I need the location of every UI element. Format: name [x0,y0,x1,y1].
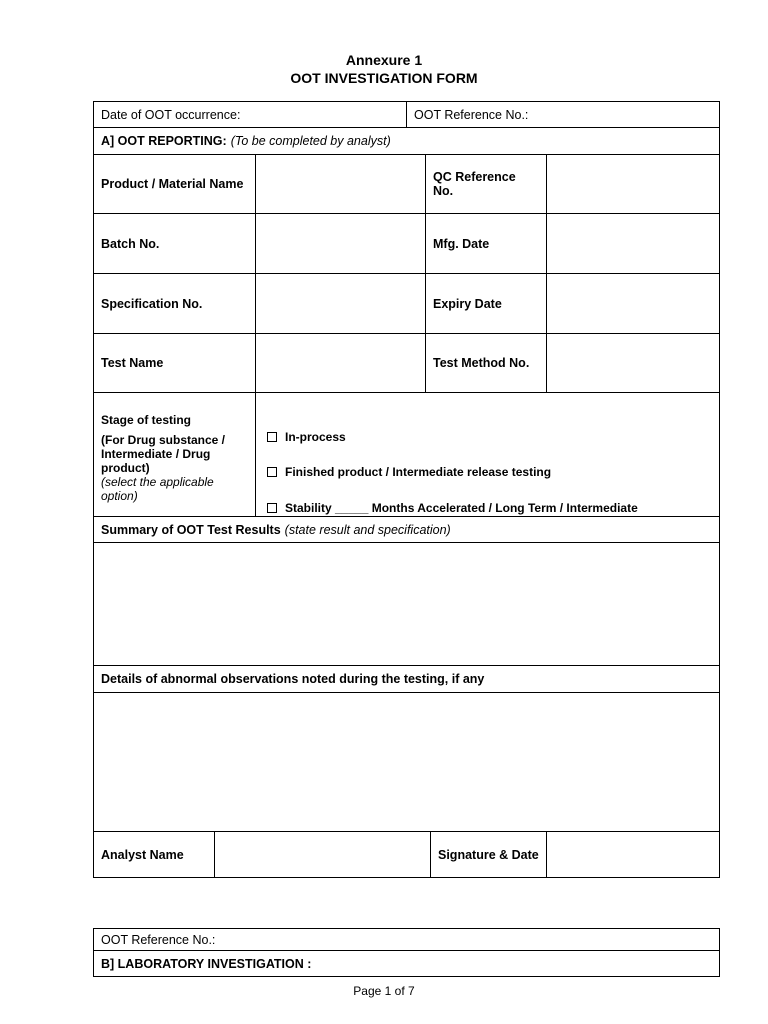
summary-note: (state result and specification) [284,522,451,537]
product-name-value[interactable] [255,154,426,214]
oot-reference-label: OOT Reference No.: [414,107,529,122]
option-stability[interactable]: Stability _____ Months Accelerated / Long Term / Intermediate [267,501,638,515]
date-of-occurrence-cell [93,101,407,128]
signature-date-label: Signature & Date [430,831,547,878]
checkbox-icon[interactable] [267,432,277,442]
batch-no-label: Batch No. [93,213,256,274]
stage-of-testing-label: Stage of testing [101,413,192,427]
analyst-name-label: Analyst Name [93,831,215,878]
qc-reference-value[interactable] [546,154,720,214]
section-a-note: (To be completed by analyst) [230,134,391,148]
qc-reference-label: QC Reference No. [425,154,547,214]
summary-header [93,516,720,543]
test-method-value[interactable] [546,333,720,393]
annexure-heading: Annexure 1 [345,52,423,68]
signature-date-value[interactable] [546,831,720,878]
specification-no-label: Specification No. [93,273,256,334]
section-b-title: B] LABORATORY INVESTIGATION : [101,956,312,971]
stage-of-testing-cell [93,392,256,517]
batch-no-value[interactable] [255,213,426,274]
section-a-title: A] OOT REPORTING: [101,134,227,148]
stage-options-cell [255,392,720,517]
product-name-label: Product / Material Name [93,154,256,214]
test-name-label: Test Name [93,333,256,393]
analyst-name-value[interactable] [214,831,431,878]
stage-of-testing-note: (select the applicable option) [101,475,214,503]
section-a-header [93,127,720,155]
details-header [93,665,720,693]
summary-body[interactable] [93,542,720,666]
expiry-date-label: Expiry Date [425,273,547,334]
details-title: Details of abnormal observations noted during the testing, if any [101,672,485,686]
test-method-label: Test Method No. [425,333,547,393]
page-number: Page 1 of 7 [353,984,415,998]
mfg-date-value[interactable] [546,213,720,274]
oot-reference-cell [406,101,720,128]
date-of-occurrence-label: Date of OOT occurrence: [101,107,241,122]
details-body[interactable] [93,692,720,832]
second-reference-label: OOT Reference No.: [101,932,216,947]
second-reference-cell [93,928,720,951]
option-finished-product[interactable]: Finished product / Intermediate release testing [267,465,551,479]
section-b-header [93,950,720,977]
form-title: OOT INVESTIGATION FORM [290,70,478,86]
test-name-value[interactable] [255,333,426,393]
expiry-date-value[interactable] [546,273,720,334]
mfg-date-label: Mfg. Date [425,213,547,274]
specification-no-value[interactable] [255,273,426,334]
stage-of-testing-sub: (For Drug substance / Intermediate / Drug product) [101,433,226,475]
option-in-process[interactable]: In-process [267,430,346,444]
summary-title: Summary of OOT Test Results [101,522,281,537]
checkbox-icon[interactable] [267,467,277,477]
checkbox-icon[interactable] [267,503,277,513]
